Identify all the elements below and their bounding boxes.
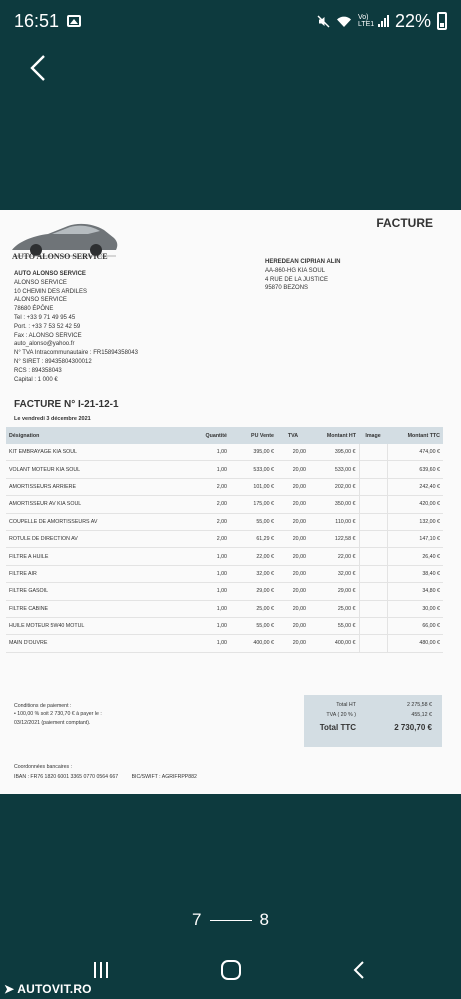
- page-separator: [210, 920, 252, 921]
- sender-line: Port. : +33 7 53 52 42 59: [14, 323, 81, 330]
- table-cell: 20,00: [277, 478, 309, 495]
- table-cell: 242,40 €: [387, 478, 443, 495]
- table-cell: AMORTISSEUR AV KIA SOUL: [6, 496, 178, 513]
- sender-line: Tel : +33 9 71 49 95 45: [14, 314, 76, 321]
- watermark-text: AUTOVIT.RO: [17, 982, 92, 996]
- table-cell: 639,60 €: [387, 461, 443, 478]
- payment-line: 03/12/2021 (paiement comptant).: [14, 719, 91, 726]
- table-cell: 1,00: [178, 548, 230, 565]
- invoice-number: FACTURE N° I-21-12-1: [14, 399, 119, 410]
- sender-line: Capital : 1 000 €: [14, 376, 58, 383]
- table-cell: 55,00 €: [230, 617, 277, 634]
- status-right: [317, 11, 447, 32]
- next-page[interactable]: 8: [259, 910, 269, 929]
- column-header: PU Vente: [230, 427, 277, 444]
- table-cell: HUILE MOTEUR 5W40 MOTUL: [6, 617, 178, 634]
- tva-label: TVA ( 20 % ): [326, 712, 356, 718]
- client-line: 4 RUE DE LA JUSTICE: [265, 276, 329, 283]
- table-cell: 1,00: [178, 635, 230, 652]
- wifi-icon: [336, 15, 352, 28]
- table-cell: 25,00 €: [230, 600, 277, 617]
- table-row: [6, 530, 443, 547]
- table-cell: 395,00 €: [230, 444, 277, 461]
- table-cell: 20,00: [277, 617, 309, 634]
- table-cell: 29,00 €: [230, 583, 277, 600]
- table-body: [6, 444, 443, 652]
- total-ttc-label: Total TTC: [319, 723, 356, 732]
- table-cell: 2,00: [178, 478, 230, 495]
- table-cell: [359, 496, 387, 513]
- invoice-date: Le vendredi 3 décembre 2021: [14, 416, 91, 422]
- table-cell: 20,00: [277, 444, 309, 461]
- status-bar: [0, 0, 461, 42]
- bank-details: [14, 763, 197, 782]
- table-cell: 400,00 €: [230, 635, 277, 652]
- table-cell: 132,00 €: [387, 513, 443, 530]
- table-cell: 34,80 €: [387, 583, 443, 600]
- table-cell: 350,00 €: [309, 496, 359, 513]
- table-cell: 101,00 €: [230, 478, 277, 495]
- table-cell: 147,10 €: [387, 530, 443, 547]
- table-cell: 20,00: [277, 600, 309, 617]
- payment-conditions: [14, 702, 102, 727]
- payment-line: • 100,00 % soit 2 730,70 € à payer le :: [14, 711, 102, 718]
- table-cell: 55,00 €: [230, 513, 277, 530]
- table-cell: 25,00 €: [309, 600, 359, 617]
- table-cell: 122,58 €: [309, 530, 359, 547]
- table-cell: [359, 617, 387, 634]
- table-cell: 20,00: [277, 496, 309, 513]
- table-cell: [359, 583, 387, 600]
- column-header: Désignation: [6, 427, 178, 444]
- table-cell: 1,00: [178, 600, 230, 617]
- sender-line: ALONSO SERVICE: [14, 297, 67, 304]
- back-button[interactable]: [18, 48, 58, 88]
- table-cell: [359, 600, 387, 617]
- total-ttc-value: 2 730,70 €: [394, 723, 432, 732]
- table-cell: 400,00 €: [309, 635, 359, 652]
- table-cell: 20,00: [277, 530, 309, 547]
- column-header: Image: [359, 427, 387, 444]
- table-cell: [359, 548, 387, 565]
- table-row: [6, 635, 443, 652]
- table-row: [6, 496, 443, 513]
- table-cell: 32,00 €: [309, 565, 359, 582]
- column-header: Montant HT: [309, 427, 359, 444]
- table-header-row: [6, 427, 443, 444]
- invoice-document[interactable]: [0, 210, 461, 794]
- table-cell: 202,00 €: [309, 478, 359, 495]
- table-cell: 1,00: [178, 583, 230, 600]
- network-label: Vo) LTE1: [357, 14, 375, 28]
- table-row: [6, 600, 443, 617]
- table-cell: 1,00: [178, 565, 230, 582]
- iban: IBAN : FR76 1820 6001 3365 0770 0564 667: [14, 774, 119, 781]
- column-header: Montant TTC: [387, 427, 443, 444]
- table-cell: VOLANT MOTEUR KIA SOUL: [6, 461, 178, 478]
- document-title: FACTURE: [376, 216, 433, 230]
- table-row: [6, 617, 443, 634]
- table-cell: 20,00: [277, 513, 309, 530]
- table-cell: 2,00: [178, 530, 230, 547]
- table-cell: FILTRE A HUILE: [6, 548, 178, 565]
- total-ht-label: Total HT: [336, 702, 356, 708]
- table-cell: 1,00: [178, 444, 230, 461]
- table-cell: COUPELLE DE AMORTISSEURS AV: [6, 513, 178, 530]
- table-cell: 22,00 €: [230, 548, 277, 565]
- invoice-items-table: [6, 427, 443, 653]
- table-cell: [359, 530, 387, 547]
- sender-line: Fax : ALONSO SERVICE: [14, 332, 82, 339]
- table-cell: 20,00: [277, 583, 309, 600]
- gallery-notification-icon: [67, 15, 81, 27]
- bank-title: Coordonnées bancaires :: [14, 764, 72, 770]
- table-cell: 32,00 €: [230, 565, 277, 582]
- table-cell: [359, 478, 387, 495]
- table-cell: 420,00 €: [387, 496, 443, 513]
- totals-box: [304, 695, 442, 747]
- client-line: AA-860-HG KIA SOUL: [265, 267, 326, 274]
- table-cell: 1,00: [178, 617, 230, 634]
- sender-line: 10 CHEMIN DES ARDILES: [14, 288, 88, 295]
- signal-icon: [378, 15, 389, 27]
- table-cell: AMORTISSEURS ARRIERE: [6, 478, 178, 495]
- mute-icon: [317, 15, 330, 28]
- table-cell: FILTRE AIR: [6, 565, 178, 582]
- table-cell: 29,00 €: [309, 583, 359, 600]
- battery-percent: 22%: [394, 10, 431, 31]
- payment-title: Conditions de paiement :: [14, 703, 72, 709]
- table-row: [6, 461, 443, 478]
- table-row: [6, 478, 443, 495]
- client-line: HEREDEAN CIPRIAN ALIN: [265, 259, 341, 265]
- table-cell: [359, 444, 387, 461]
- table-cell: 2,00: [178, 496, 230, 513]
- table-cell: MAIN D'OUVRE: [6, 635, 178, 652]
- table-row: [6, 583, 443, 600]
- sender-line: 78680 ÉPÔNE: [14, 306, 54, 313]
- table-row: [6, 444, 443, 461]
- table-cell: KIT EMBRAYAGE KIA SOUL: [6, 444, 178, 461]
- table-cell: 30,00 €: [387, 600, 443, 617]
- table-cell: 26,40 €: [387, 548, 443, 565]
- table-row: [6, 548, 443, 565]
- table-row: [6, 513, 443, 530]
- table-cell: 533,00 €: [309, 461, 359, 478]
- table-row: [6, 565, 443, 582]
- tva-value: 455,12 €: [411, 712, 432, 718]
- status-left: [14, 11, 81, 32]
- logo-title: AUTO ALONSO SERVICE: [12, 252, 108, 261]
- table-cell: 110,00 €: [309, 513, 359, 530]
- recent-apps-button[interactable]: [94, 962, 108, 978]
- client-address: [265, 258, 340, 293]
- table-cell: 61,29 €: [230, 530, 277, 547]
- table-cell: [359, 635, 387, 652]
- sender-address: [14, 270, 138, 384]
- table-cell: [359, 513, 387, 530]
- table-cell: 55,00 €: [309, 617, 359, 634]
- column-header: TVA: [277, 427, 309, 444]
- table-cell: 22,00 €: [309, 548, 359, 565]
- sender-line: ALONSO SERVICE: [14, 279, 67, 286]
- table-cell: 1,00: [178, 461, 230, 478]
- watermark: [4, 982, 92, 996]
- sender-line: AUTO ALONSO SERVICE: [14, 271, 86, 277]
- bank-row: [14, 773, 197, 781]
- chevron-left-icon: [29, 54, 47, 82]
- table-cell: 2,00: [178, 513, 230, 530]
- table-cell: 38,40 €: [387, 565, 443, 582]
- table-cell: ROTULE DE DIRECTION AV: [6, 530, 178, 547]
- table-cell: 533,00 €: [230, 461, 277, 478]
- table-cell: 20,00: [277, 548, 309, 565]
- nav-back-button[interactable]: [352, 960, 366, 980]
- watermark-arrow-icon: ➤: [4, 982, 15, 996]
- home-button[interactable]: [221, 960, 241, 980]
- table-cell: 66,00 €: [387, 617, 443, 634]
- table-cell: FILTRE GASOIL: [6, 583, 178, 600]
- table-cell: 20,00: [277, 461, 309, 478]
- table-cell: 474,00 €: [387, 444, 443, 461]
- bic: BIC/SWIFT : AGRIFRPP882: [131, 774, 197, 781]
- sender-line: auto_alonso@yahoo.fr: [14, 341, 75, 348]
- table-cell: 20,00: [277, 635, 309, 652]
- column-header: Quantité: [178, 427, 230, 444]
- page-indicator: [0, 908, 461, 932]
- table-cell: 20,00: [277, 565, 309, 582]
- sender-line: N° SIRET : 89435804300012: [14, 358, 92, 365]
- sender-line: RCS : 894358043: [14, 367, 62, 374]
- table-cell: 175,00 €: [230, 496, 277, 513]
- table-cell: 395,00 €: [309, 444, 359, 461]
- sender-line: N° TVA Intracommunautaire : FR15894358043: [14, 350, 138, 357]
- table-cell: [359, 565, 387, 582]
- table-cell: 480,00 €: [387, 635, 443, 652]
- current-page: 7: [192, 910, 202, 929]
- table-cell: FILTRE CABINE: [6, 600, 178, 617]
- battery-icon: [437, 12, 447, 30]
- clock: 16:51: [14, 10, 60, 31]
- total-ht-value: 2 275,58 €: [406, 702, 432, 708]
- table-cell: [359, 461, 387, 478]
- client-line: 95870 BEZONS: [265, 285, 309, 292]
